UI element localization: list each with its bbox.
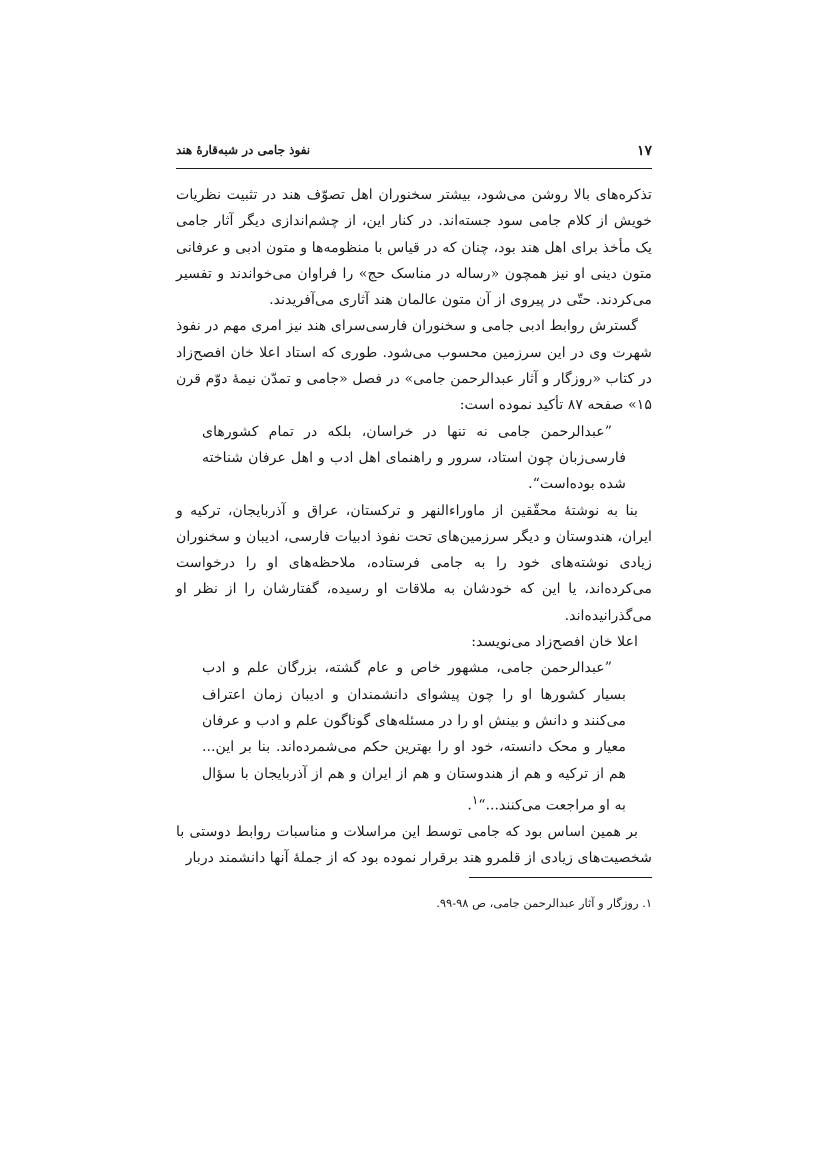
paragraph: بر همین اساس بود که جامی توسط این مراسلات و مناسبات روابط دوستی با شخصیت‌های زیادی از قلمرو هند برقرار نموده بود که از جملهٔ آنها دانشمند دربار <box>176 823 652 867</box>
footnote-marker: ۱ <box>471 792 479 807</box>
paragraph: تذکره‌های بالا روشن می‌شود، بیشتر سخنوران اهل تصوّف هند در تثبیت نظریات خویش از کلام جامی سود جسته‌اند. در کنار این، از چشم‌اندازی دیگر آثار جامی یک مأخذ برای اهل هند بود، چنان که در قیاس با منظومه‌ها و متون ادبی و عرفانی متون دینی او نیز همچون «رساله در مناسک حج» را فراوان می‌خواندند و تفسیر می‌کردند. حتّی در پیروی از آن متون عالمان هند آثاری می‌آفریدند. <box>176 187 652 309</box>
footnote: ۱. روزگار و آثار عبدالرحمن جامی، ص ۹۸-۹۹. <box>436 896 652 910</box>
header-divider <box>176 168 652 169</box>
page-number: ۱۷ <box>636 143 652 159</box>
paragraph: بنا به نوشتهٔ محقّقین از ماوراءالنهر و ترکستان، عراق و آذربایجان، ترکیه و ایران، هندوستان و دیگر سرزمین‌های تحت نفوذ ادبیات فارسی، ادیبان و سخنوران زیادی نوشته‌های خود را به جامی فرستاده، ملاحظه‌های او را درخواست می‌کرده‌اند، یا این که خودشان به ملاقات او رسیده، گفتارشان را از نظر او می‌گذرانیده‌اند. <box>176 502 652 624</box>
running-head <box>176 143 652 167</box>
quote-text: ”عبدالرحمن جامی، مشهور خاص و عام گشته، بزرگان علم و ادب بسیار کشورها او را چون پیشوای دانشمندان و ادیبان زمان اعتراف می‌کنند و دانش و بینش او را در مسئله‌های گوناگون علم و ادب و عرفان معیار و محک دانسته، خود او را بهترین حکم می‌شمرده‌اند. بنا بر این... هم از ترکیه و هم از هندوستان و هم از ایران و هم از آذربایجان با سؤال به او مراجعت می‌کنند...“ <box>202 660 626 814</box>
paragraph: اعلا خان افصح‌زاد می‌نویسد: <box>471 634 638 651</box>
chapter-title: نفوذ جامی در شبه‌قارهٔ هند <box>176 143 311 157</box>
footnote-divider <box>469 877 652 878</box>
paragraph: گسترش روابط ادبی جامی و سخنوران فارسی‌سرای هند نیز امری مهم در نفوذ شهرت وی در این سرزمین محسوب می‌شود. طوری که استاد اعلا خان افصح‌زاد در کتاب «روزگار و آثار عبدالرحمن جامی» در فصل «جامی و تمدّن نیمهٔ دوّم قرن ۱۵» صفحه ۸۷ تأکید نموده است: <box>176 318 652 414</box>
block-quote: ”عبدالرحمن جامی نه تنها در خراسان، بلکه در تمام کشورهای فارسی‌زبان چون استاد، سرور و راهنمای اهل ادب و اهل عرفان شناخته شده بوده‌است“. <box>202 423 626 493</box>
quote-end: . <box>467 797 472 814</box>
block-quote <box>202 655 626 819</box>
main-text <box>176 182 652 871</box>
